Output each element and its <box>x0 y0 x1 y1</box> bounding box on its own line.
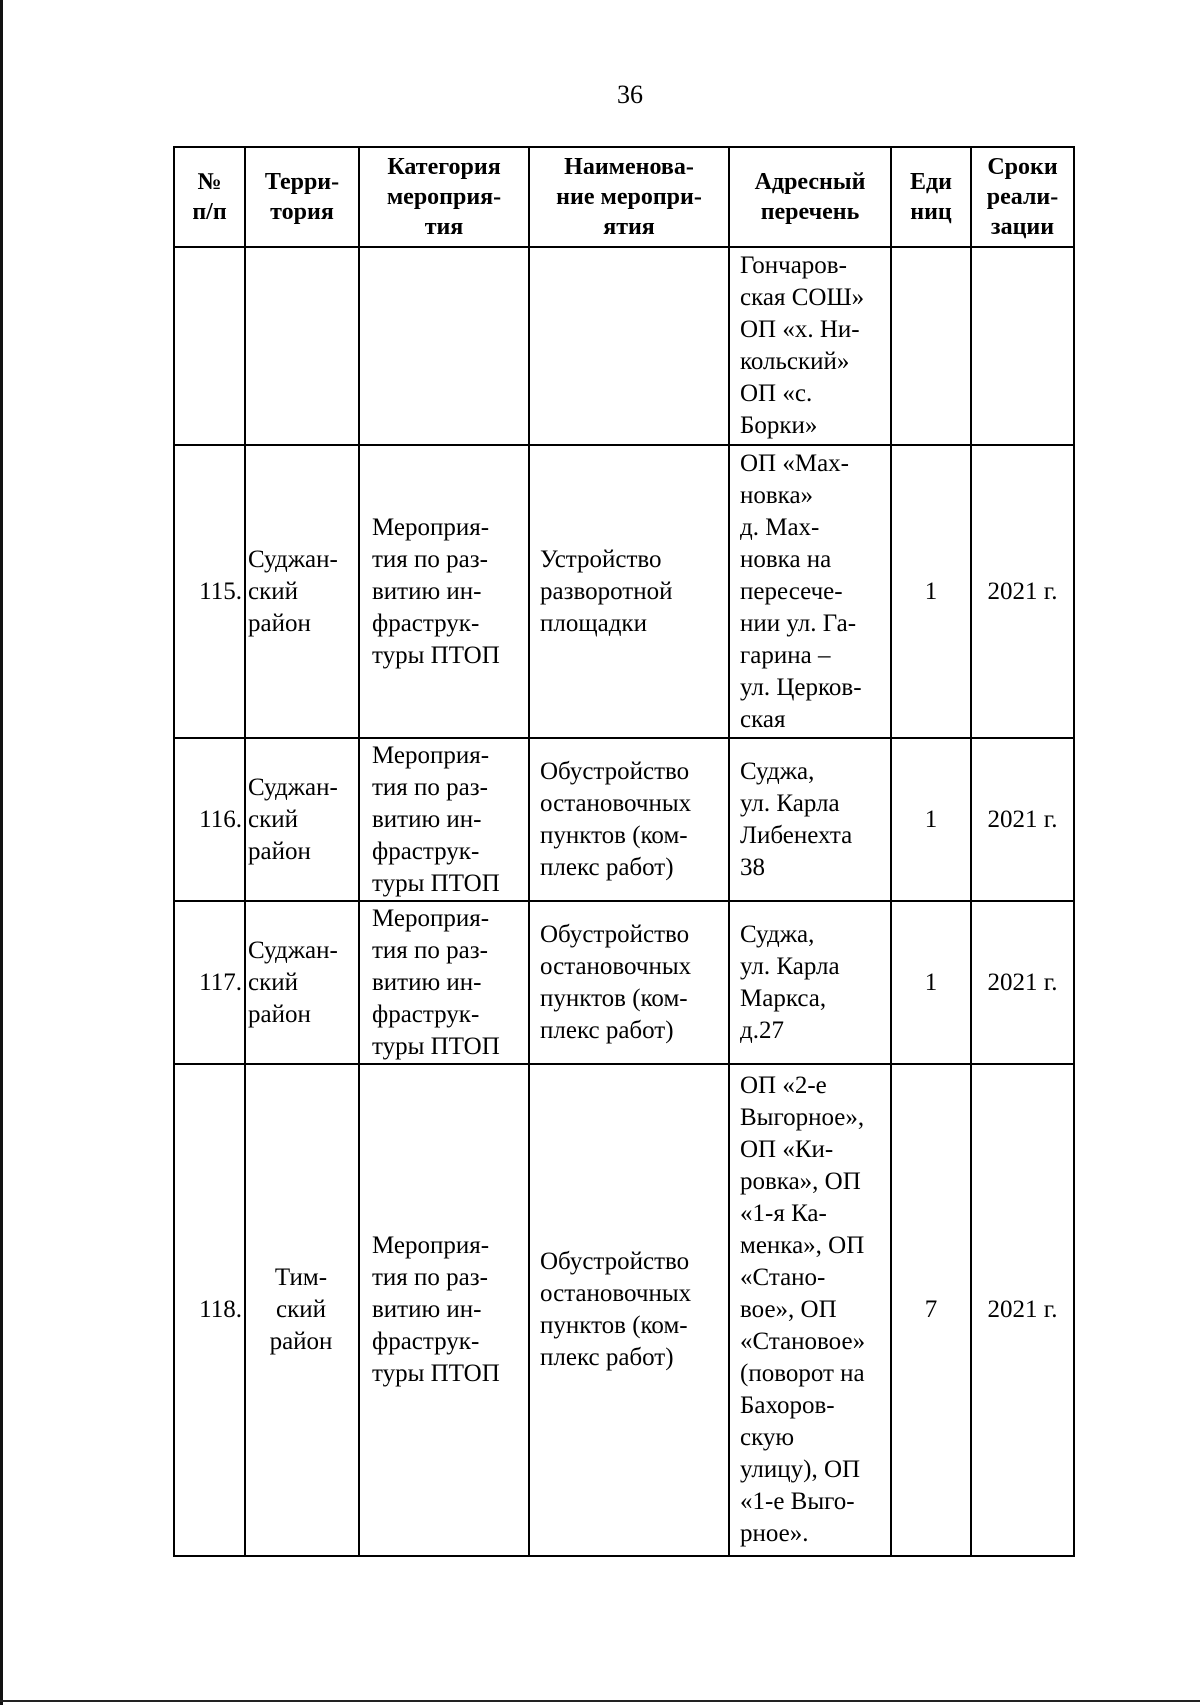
header-name: Наименова- ние меропри- ятия <box>529 147 729 247</box>
table-row <box>174 445 1074 738</box>
page-number: 36 <box>617 80 643 109</box>
cell-territory: Суджан- ский район <box>245 901 359 1064</box>
cell-category <box>359 247 529 445</box>
header-territory: Терри- тория <box>245 147 359 247</box>
header-category: Категория мероприя- тия <box>359 147 529 247</box>
cell-address: ОП «Мах- новка» д. Мах- новка на пересече- нии ул. Га- гарина – ул. Церков- ская <box>729 445 891 738</box>
cell-units: 1 <box>891 738 971 901</box>
cell-category: Мероприя- тия по раз- витию ин- фраструк- туры ПТОП <box>359 901 529 1064</box>
table-row <box>174 1064 1074 1556</box>
cell-name <box>529 247 729 445</box>
cell-units: 1 <box>891 901 971 1064</box>
cell-units <box>891 247 971 445</box>
table-row <box>174 247 1074 445</box>
cell-address: Суджа, ул. Карла Маркса, д.27 <box>729 901 891 1064</box>
cell-name: Устройство разворотной площадки <box>529 445 729 738</box>
cell-territory: Суджан- ский район <box>245 738 359 901</box>
table-row <box>174 738 1074 901</box>
header-units: Еди ниц <box>891 147 971 247</box>
cell-num: 116. <box>174 738 245 901</box>
cell-num <box>174 247 245 445</box>
cell-term <box>971 247 1074 445</box>
header-address: Адресный перечень <box>729 147 891 247</box>
cell-units: 7 <box>891 1064 971 1556</box>
cell-term: 2021 г. <box>971 445 1074 738</box>
cell-name: Обустройство остановочных пунктов (ком- плекс работ) <box>529 901 729 1064</box>
scan-edge-bottom <box>0 1700 1200 1702</box>
cell-name: Обустройство остановочных пунктов (ком- плекс работ) <box>529 738 729 901</box>
cell-num: 115. <box>174 445 245 738</box>
cell-territory: Тим- ский район <box>245 1064 359 1556</box>
header-term: Сроки реали- зации <box>971 147 1074 247</box>
cell-category: Мероприя- тия по раз- витию ин- фраструк- туры ПТОП <box>359 445 529 738</box>
cell-territory <box>245 247 359 445</box>
scan-edge-left <box>0 0 3 1705</box>
header-num: № п/п <box>174 147 245 247</box>
cell-address: Суджа, ул. Карла Либенехта 38 <box>729 738 891 901</box>
cell-territory: Суджан- ский район <box>245 445 359 738</box>
cell-num: 117. <box>174 901 245 1064</box>
activities-table <box>173 146 1075 1557</box>
cell-address: ОП «2-е Выгорное», ОП «Ки- ровка», ОП «1-я Ка- менка», ОП «Стано- вое», ОП «Становое» (поворот на Бахоров- скую улицу), ОП «1-е Выго- рное». <box>729 1064 891 1556</box>
cell-num: 118. <box>174 1064 245 1556</box>
cell-term: 2021 г. <box>971 738 1074 901</box>
cell-units: 1 <box>891 445 971 738</box>
header-row <box>174 147 1074 247</box>
cell-term: 2021 г. <box>971 901 1074 1064</box>
cell-category: Мероприя- тия по раз- витию ин- фраструк- туры ПТОП <box>359 1064 529 1556</box>
cell-term: 2021 г. <box>971 1064 1074 1556</box>
cell-name: Обустройство остановочных пунктов (ком- плекс работ) <box>529 1064 729 1556</box>
table-row <box>174 901 1074 1064</box>
cell-category: Мероприя- тия по раз- витию ин- фраструк- туры ПТОП <box>359 738 529 901</box>
cell-address: Гончаров- ская СОШ» ОП «х. Ни- кольский» ОП «с. Борки» <box>729 247 891 445</box>
